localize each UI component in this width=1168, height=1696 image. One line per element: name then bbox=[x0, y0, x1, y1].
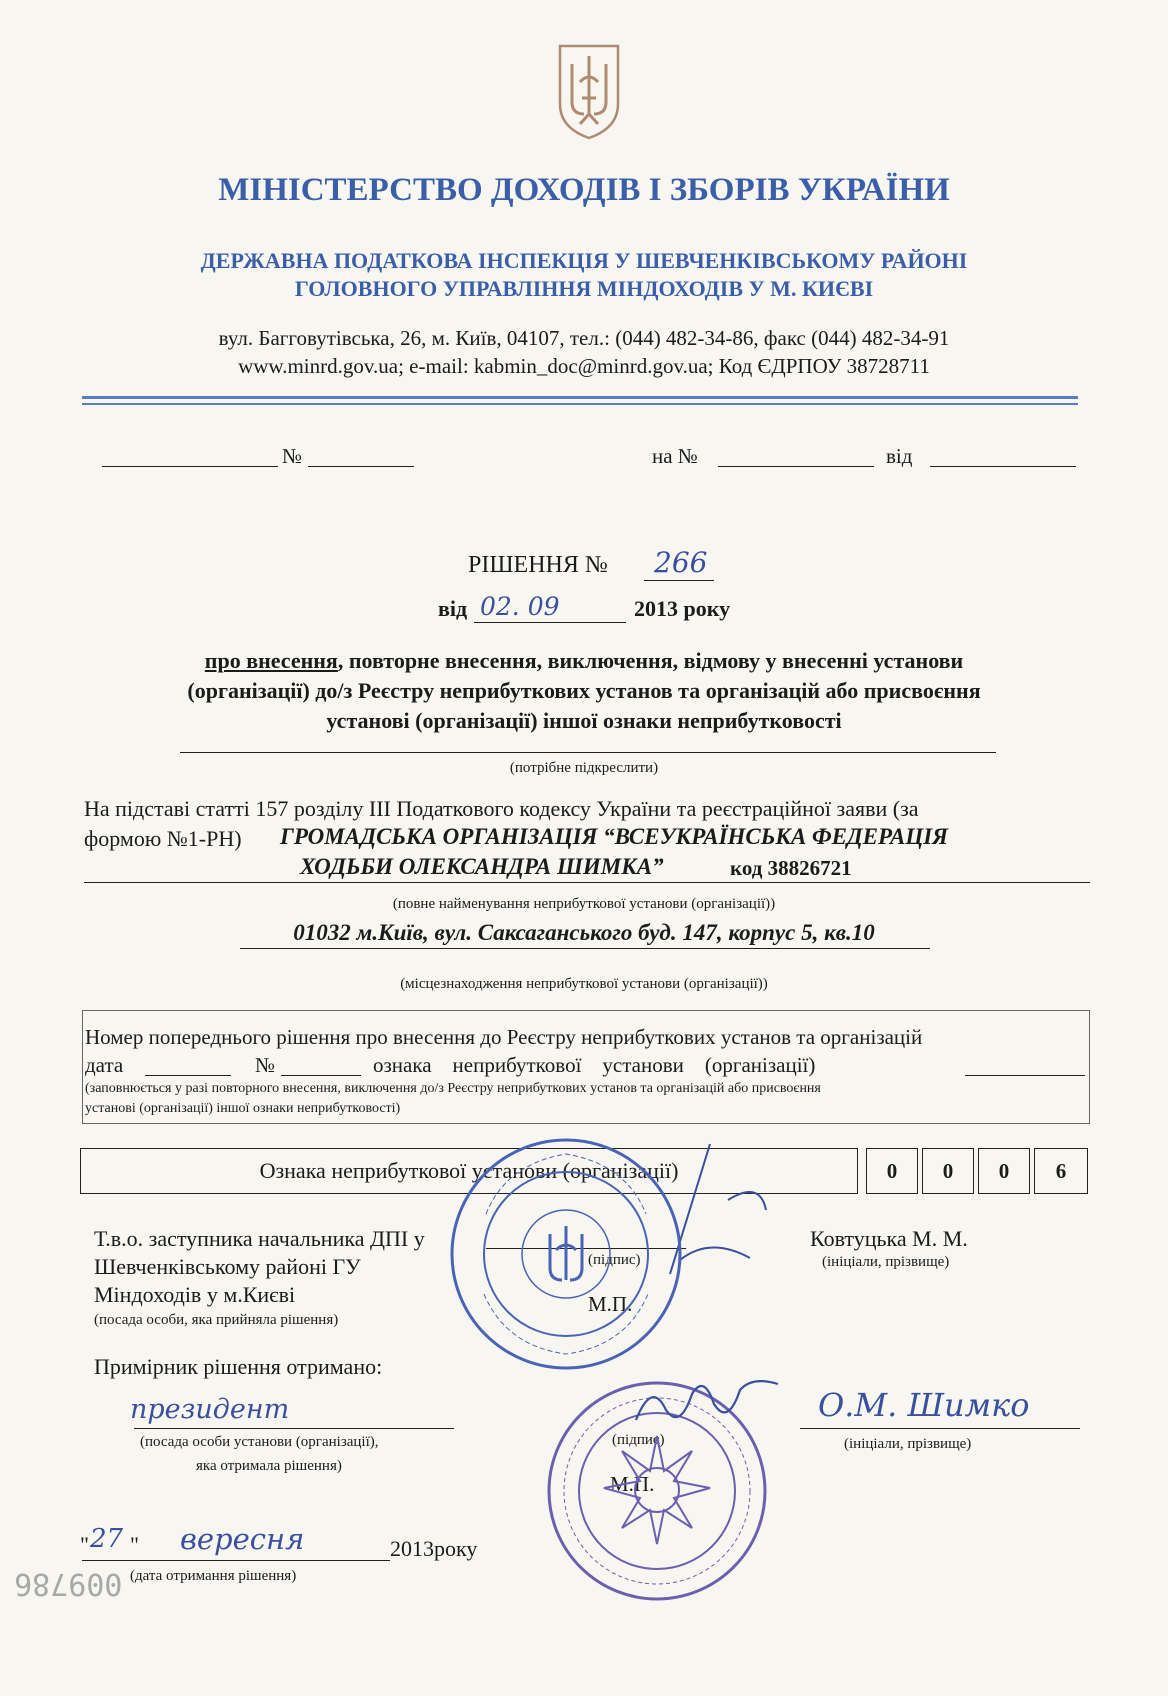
previous-decision-box bbox=[82, 1010, 1090, 1124]
basis-line-2-prefix: формою №1-РН) bbox=[84, 826, 242, 851]
decision-title: РІШЕННЯ № bbox=[468, 552, 608, 578]
serial-number: 009786 bbox=[14, 1566, 123, 1601]
official-position-hint: (посада особи, яка прийняла рішення) bbox=[94, 1312, 339, 1328]
previous-date-label: дата bbox=[85, 1053, 124, 1077]
decision-subject-rest: , повторне внесення, виключення, відмову у внесенні установи bbox=[337, 648, 964, 673]
previous-decision-line-1: Номер попереднього рішення про внесення до Реєстру неприбуткових установ та організацій bbox=[85, 1025, 923, 1049]
official-signature-hint: (підпис) bbox=[588, 1252, 641, 1268]
receipt-position-hint-1: (посада особи установи (організації), bbox=[140, 1434, 379, 1450]
org-address: 01032 м.Київ, вул. Саксаганського буд. 147, корпус 5, кв.10 bbox=[293, 920, 875, 945]
decision-subject-selected: про внесення bbox=[204, 648, 338, 673]
org-name-hint: (повне найменування неприбуткової установи (організації)) bbox=[392, 896, 776, 912]
sign-digit-4: 6 bbox=[1034, 1148, 1088, 1194]
decision-number: 266 bbox=[654, 546, 708, 579]
ministry-title: МІНІСТЕРСТВО ДОХОДІВ І ЗБОРІВ УКРАЇНИ bbox=[218, 172, 950, 208]
subject-underline bbox=[180, 752, 996, 753]
decision-date-prefix: від bbox=[438, 596, 468, 621]
decision-subject-line-3: установі (організації) іншої ознаки неприбутковості bbox=[326, 708, 842, 733]
header-divider bbox=[82, 396, 1078, 399]
org-address-hint: (місцезнаходження неприбуткової установи (організації)) bbox=[400, 976, 768, 992]
org-address-underline bbox=[240, 948, 930, 949]
decision-date-value: 02. 09 bbox=[480, 592, 560, 621]
sign-digit-2: 0 bbox=[922, 1148, 974, 1194]
receipt-title: Примірник рішення отримано: bbox=[94, 1354, 383, 1379]
on-number-label: на № bbox=[652, 444, 698, 468]
receipt-position-value: президент bbox=[130, 1394, 290, 1425]
receipt-date-quote-open: " bbox=[80, 1532, 89, 1557]
inspection-line-2: ГОЛОВНОГО УПРАВЛІННЯ МІНДОХОДІВ У М. КИЄВІ bbox=[294, 276, 874, 301]
receipt-date-year-suffix: 2013року bbox=[390, 1536, 478, 1561]
inspection-line-1: ДЕРЖАВНА ПОДАТКОВА ІНСПЕКЦІЯ У ШЕВЧЕНКІВСЬКОМУ РАЙОНІ bbox=[200, 248, 968, 273]
on-number-blank bbox=[718, 466, 874, 467]
basis-line-1: На підставі статті 157 розділу ІІІ Податкового кодексу України та реєстраційної заяви (за bbox=[84, 796, 919, 821]
previous-date-blank bbox=[145, 1075, 231, 1076]
decision-date-suffix: 2013 року bbox=[634, 596, 731, 621]
receipt-date-quote-close: " bbox=[130, 1532, 139, 1557]
receipt-name-hint: (ініціали, прізвище) bbox=[844, 1436, 972, 1452]
sign-digit-3: 0 bbox=[978, 1148, 1030, 1194]
address-line-1: вул. Багговутівська, 26, м. Київ, 04107, тел.: (044) 482-34-86, факс (044) 482-34-91 bbox=[218, 326, 950, 350]
outgoing-number-blank bbox=[308, 466, 414, 467]
address-line-2: www.minrd.gov.ua; e-mail: kabmin_doc@minrd.gov.ua; Код ЄДРПОУ 38728711 bbox=[238, 354, 930, 378]
decision-subject-line-1 bbox=[0, 648, 1168, 674]
underline-hint: (потрібне підкреслити) bbox=[509, 760, 659, 776]
receiver-signature-icon bbox=[632, 1370, 782, 1430]
previous-sign-blank bbox=[965, 1075, 1085, 1076]
sign-digit-1: 0 bbox=[866, 1148, 918, 1194]
decision-date-line bbox=[474, 622, 626, 623]
official-position-line-3: Міндоходів у м.Києві bbox=[94, 1282, 296, 1307]
previous-note-line-1: (заповнюється у разі повторного внесення, виключення до/з Реєстру неприбуткових установ та організацій або присвоєння bbox=[85, 1081, 821, 1096]
official-position-line-1: Т.в.о. заступника начальника ДПІ у bbox=[94, 1226, 425, 1251]
official-position-line-2: Шевченківському районі ГУ bbox=[94, 1254, 361, 1279]
receipt-signature-hint: (підпис) bbox=[612, 1432, 665, 1448]
number-label: № bbox=[282, 444, 303, 468]
receipt-date-line bbox=[82, 1560, 390, 1561]
previous-sign-text: ознака неприбуткової установи (організації) bbox=[373, 1053, 816, 1077]
org-name-line-2: ХОДЬБИ ОЛЕКСАНДРА ШИМКА” bbox=[300, 854, 664, 879]
tax-inspection-stamp-icon bbox=[446, 1134, 686, 1374]
receipt-position-line bbox=[134, 1428, 454, 1429]
receipt-date-hint: (дата отримання рішення) bbox=[130, 1568, 297, 1584]
decision-number-line bbox=[644, 580, 714, 581]
receipt-name-line bbox=[800, 1428, 1080, 1429]
previous-number-blank bbox=[281, 1075, 361, 1076]
decision-subject-line-2: (організації) до/з Реєстру неприбуткових установ та організацій або присвоєння bbox=[187, 678, 981, 703]
header-divider-thin bbox=[82, 403, 1078, 405]
previous-note-line-2: установі (організації) іншої ознаки неприбутковості) bbox=[85, 1101, 401, 1116]
receipt-seal-label: М.П. bbox=[610, 1472, 655, 1496]
from-date-blank bbox=[930, 466, 1076, 467]
official-name: Ковтуцька М. М. bbox=[810, 1226, 968, 1251]
receipt-position-hint-2: яка отримала рішення) bbox=[196, 1458, 342, 1474]
org-code: код 38826721 bbox=[730, 856, 852, 880]
receipt-name-value: О.М. Шимко bbox=[818, 1386, 1030, 1424]
from-label: від bbox=[886, 444, 913, 468]
org-name-line-1: ГРОМАДСЬКА ОРГАНІЗАЦІЯ “ВСЕУКРАЇНСЬКА ФЕДЕРАЦІЯ bbox=[280, 824, 949, 849]
outgoing-number-date-blank bbox=[102, 466, 278, 467]
coat-of-arms-icon bbox=[556, 42, 622, 142]
receipt-date-day: 27 bbox=[90, 1524, 124, 1554]
official-name-hint: (ініціали, прізвище) bbox=[822, 1254, 950, 1270]
previous-number-label: № bbox=[255, 1053, 276, 1077]
org-name-underline bbox=[84, 882, 1090, 883]
nonprofit-sign-label: Ознака неприбуткової установи (організації) bbox=[80, 1148, 858, 1194]
receipt-date-month: вересня bbox=[180, 1522, 305, 1556]
official-seal-label: М.П. bbox=[588, 1292, 633, 1316]
